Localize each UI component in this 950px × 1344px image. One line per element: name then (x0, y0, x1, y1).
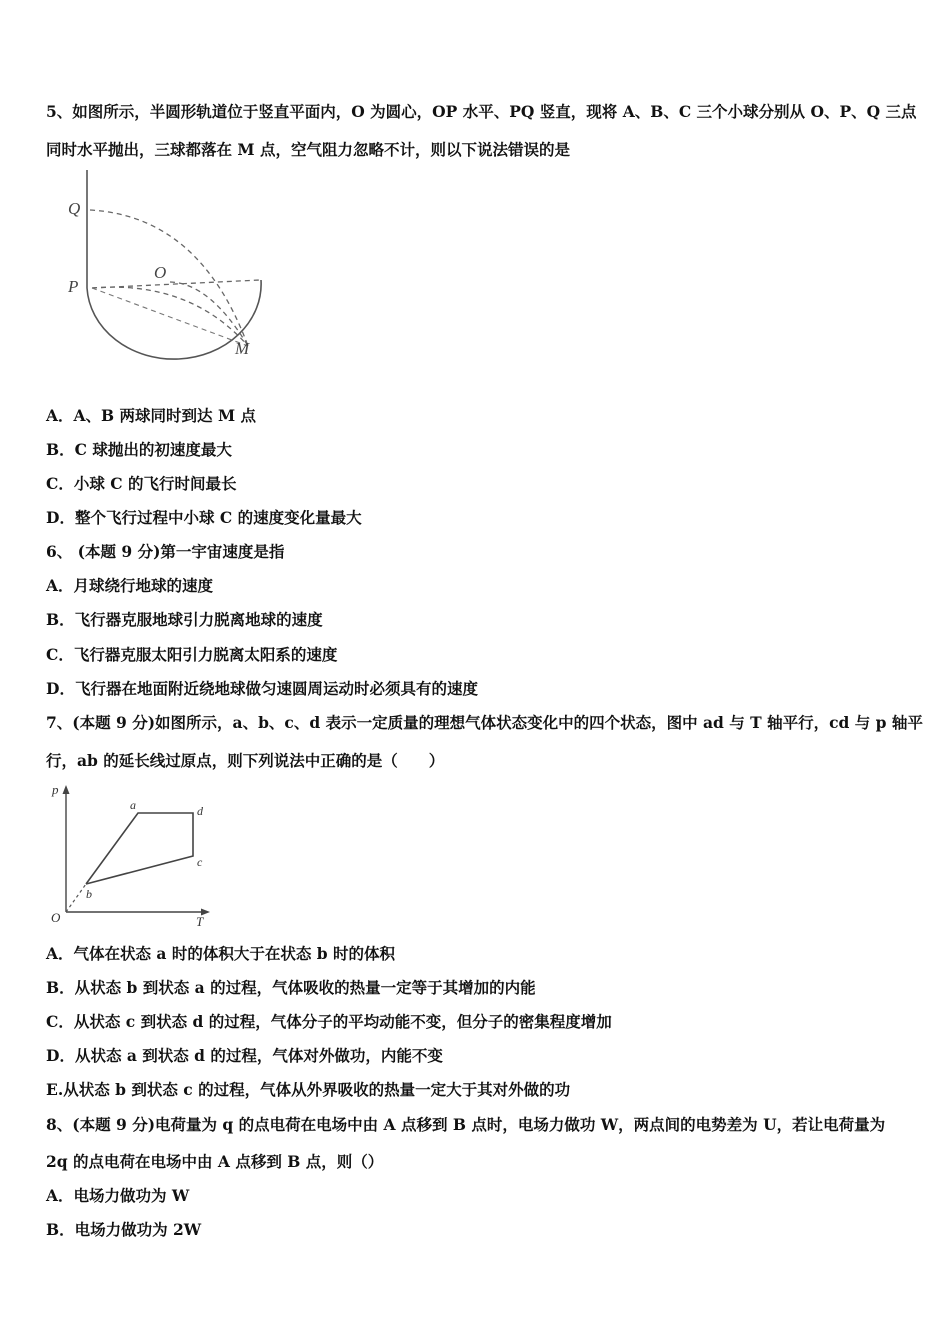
q5-stem-line1: 5、如图所示，半圆形轨道位于竖直平面内，O 为圆心，OP 水平、PQ 竖直，现将 A、B、C 三个小球分别从 O、P、Q 三点 (46, 102, 917, 121)
label-p: P (68, 277, 79, 296)
q6-option-c: C．飞行器克服太阳引力脱离太阳系的速度 (46, 645, 338, 664)
label-d: d (197, 804, 203, 818)
label-t-axis: T (196, 914, 204, 929)
label-c: c (197, 855, 203, 869)
label-a: a (130, 798, 136, 812)
q7-option-d: D．从状态 a 到状态 d 的过程，气体对外做功，内能不变 (46, 1046, 443, 1065)
q6-option-d: D．飞行器在地面附近绕地球做匀速圆周运动时必须具有的速度 (46, 679, 478, 698)
q7-option-b: B．从状态 b 到状态 a 的过程，气体吸收的热量一定等于其增加的内能 (46, 978, 536, 997)
q7-option-e: E.从状态 b 到状态 c 的过程，气体从外界吸收的热量一定大于其对外做的功 (46, 1080, 571, 1099)
label-origin: O (51, 910, 61, 925)
state-cycle-path (86, 813, 193, 884)
q6-option-a: A．月球绕行地球的速度 (46, 576, 214, 595)
label-b: b (86, 887, 92, 901)
q6-stem: 6、 (本题 9 分)第一宇宙速度是指 (46, 542, 285, 561)
q8-option-b: B．电场力做功为 2W (46, 1220, 202, 1239)
q7-stem-line2: 行，ab 的延长线过原点，则下列说法中正确的是（ ） (46, 751, 445, 770)
q8-stem-line1: 8、(本题 9 分)电荷量为 q 的点电荷在电场中由 A 点移到 B 点时，电场力做功 W，两点间的电势差为 U，若让电荷量为 (46, 1115, 886, 1134)
ab-extension-dashed (66, 884, 86, 912)
p-to-m-chord (92, 288, 248, 346)
label-o: O (154, 263, 167, 282)
q7-p-t-diagram (46, 780, 216, 930)
q8-stem-line2: 2q 的点电荷在电场中由 A 点移到 B 点，则（） (46, 1152, 384, 1171)
q5-option-c: C．小球 C 的飞行时间最长 (46, 474, 237, 493)
q5-option-b: B．C 球抛出的初速度最大 (46, 440, 232, 459)
trajectory-from-q (90, 210, 248, 346)
p-axis-arrow (63, 785, 70, 794)
q7-option-a: A．气体在状态 a 时的体积大于在状态 b 时的体积 (46, 944, 395, 963)
q5-semicircle-track-figure (60, 168, 275, 363)
q5-option-d: D．整个飞行过程中小球 C 的速度变化量最大 (46, 508, 362, 527)
q7-stem-line1: 7、(本题 9 分)如图所示，a、b、c、d 表示一定质量的理想气体状态变化中的四个状态，图中 ad 与 T 轴平行，cd 与 p 轴平 (46, 713, 923, 732)
label-m: M (235, 339, 250, 358)
label-q: Q (68, 199, 81, 218)
q5-option-a: A．A、B 两球同时到达 M 点 (46, 406, 256, 425)
q8-option-a: A．电场力做功为 W (46, 1186, 190, 1205)
q6-option-b: B．飞行器克服地球引力脱离地球的速度 (46, 610, 323, 629)
q7-option-c: C．从状态 c 到状态 d 的过程，气体分子的平均动能不变，但分子的密集程度增加 (46, 1012, 612, 1031)
label-p-axis: p (52, 782, 59, 797)
op-horizontal-dashed (92, 280, 260, 288)
q5-stem-line2: 同时水平抛出，三球都落在 M 点，空气阻力忽略不计，则以下说法错误的是 (46, 140, 570, 159)
